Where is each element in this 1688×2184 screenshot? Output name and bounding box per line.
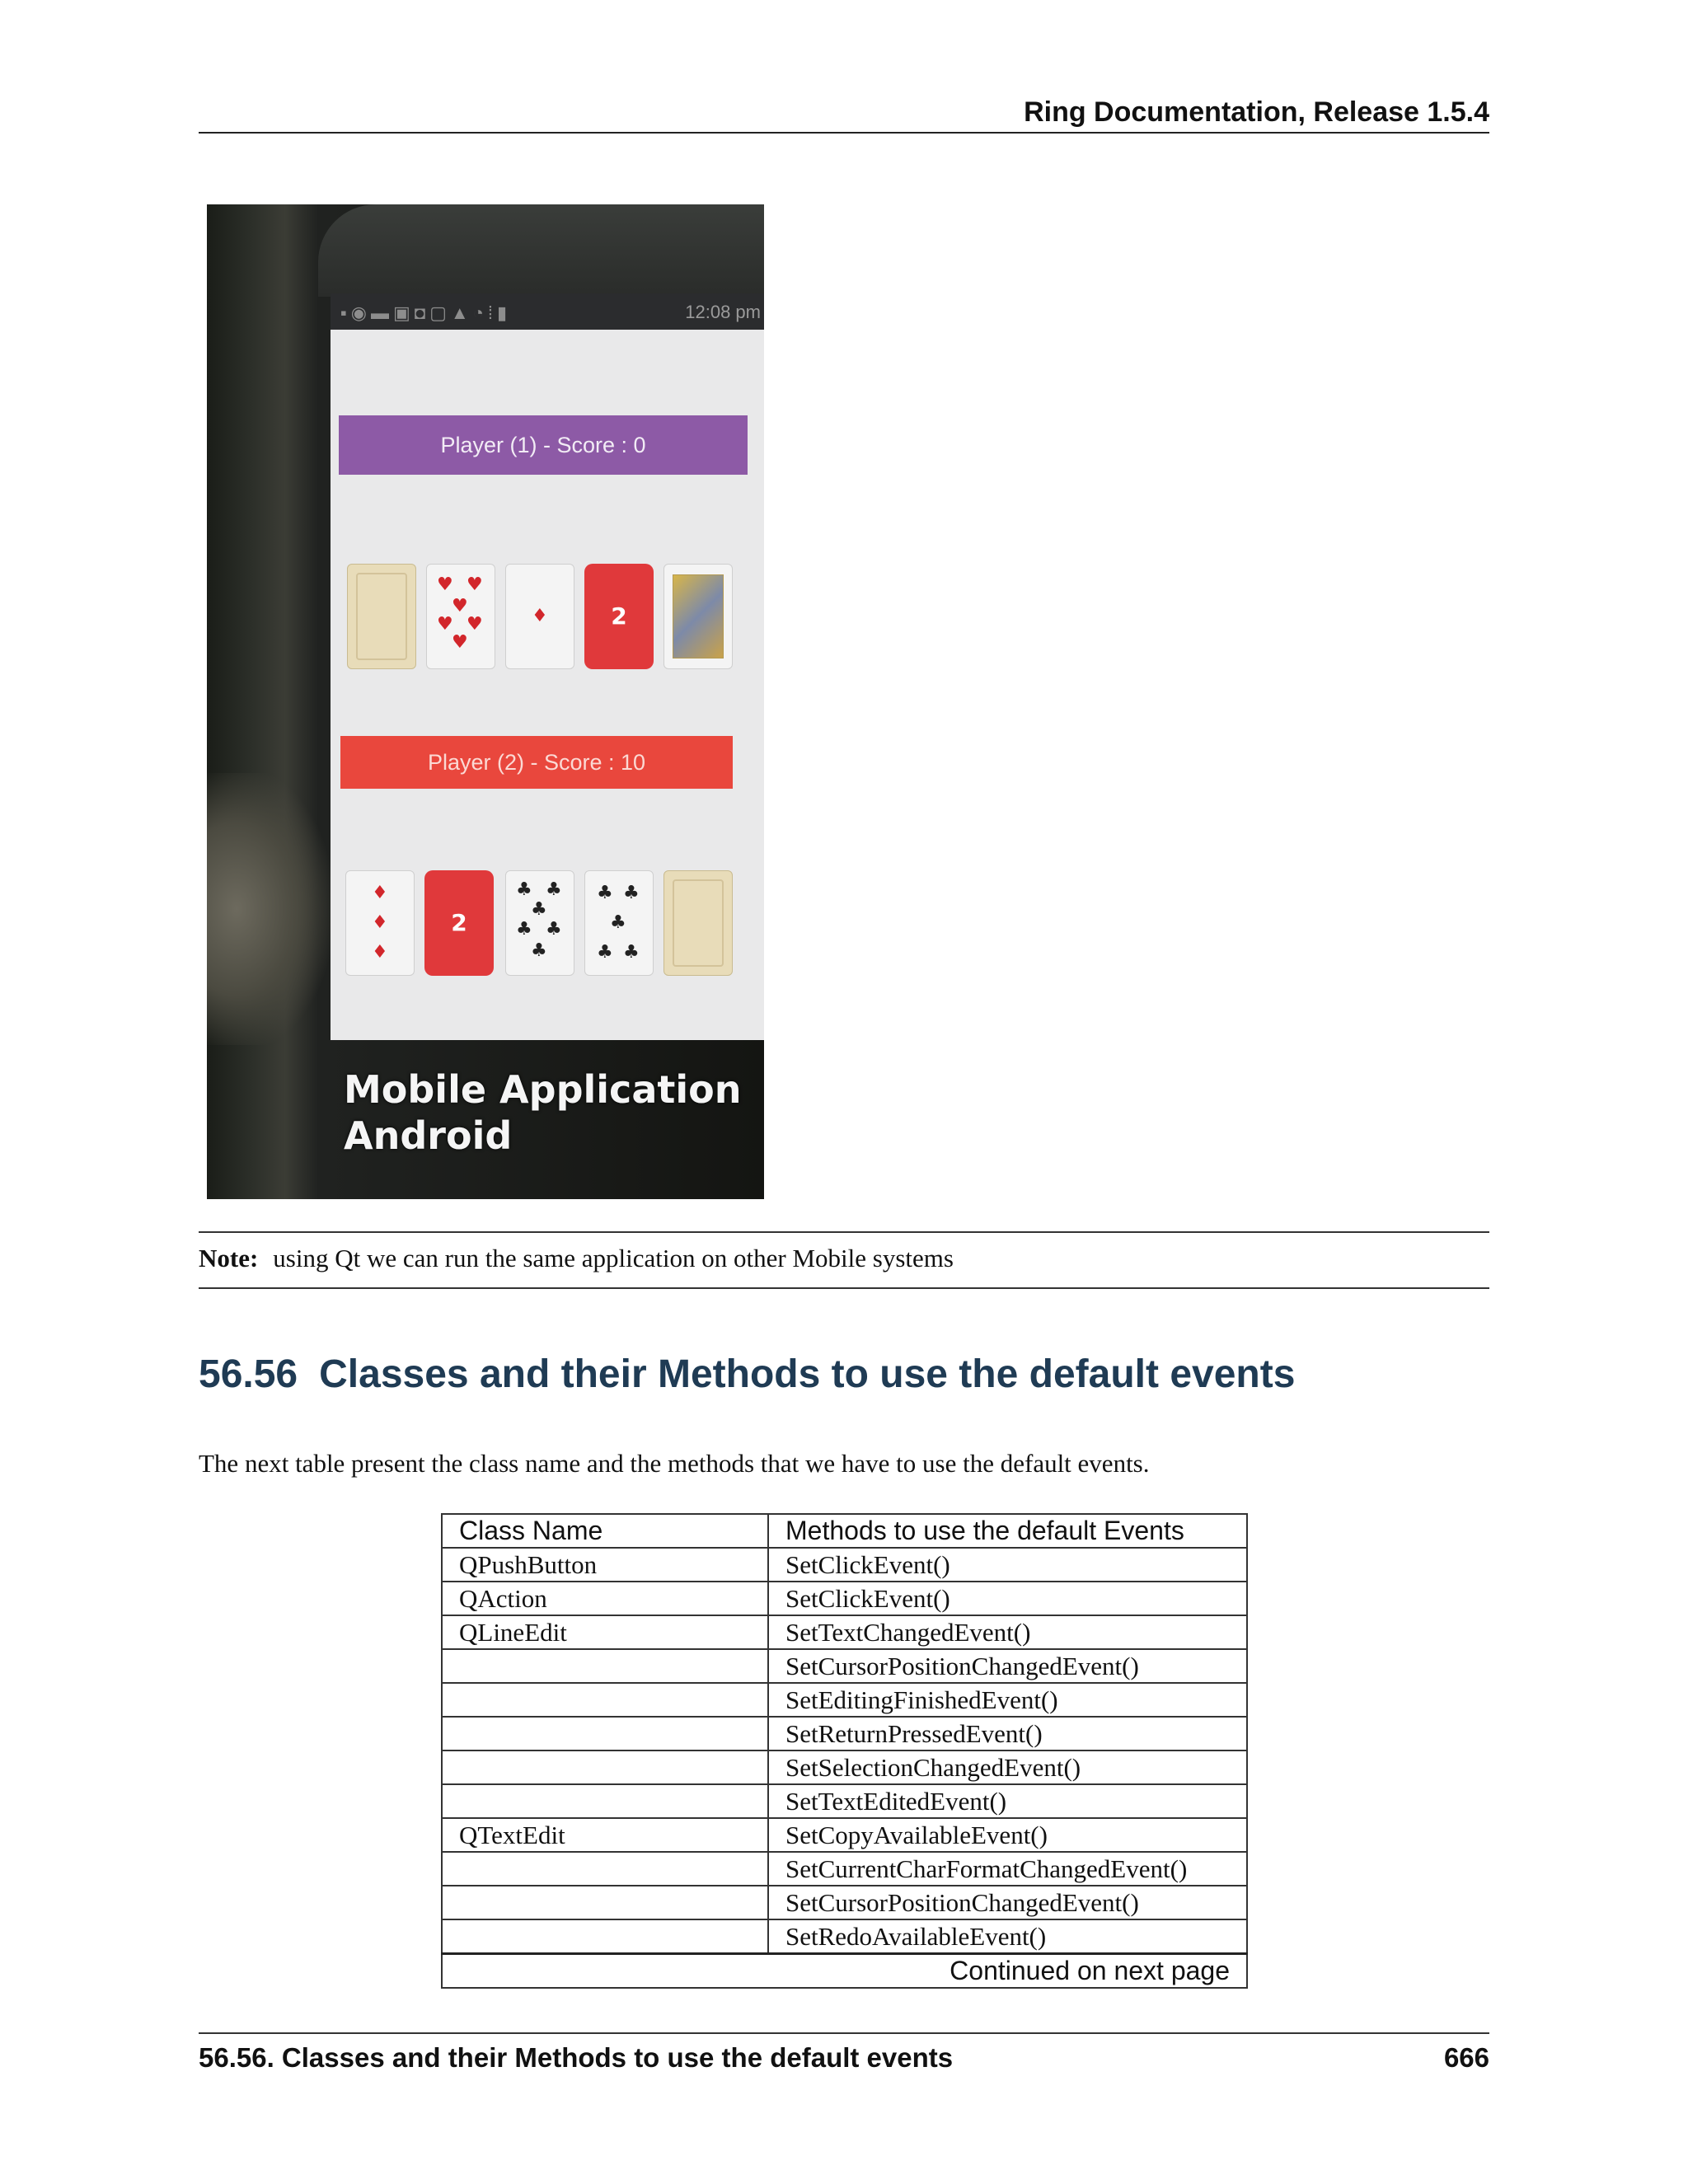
- method-cell: SetClickEvent(): [768, 1582, 1247, 1615]
- class-name-cell: [442, 1886, 768, 1919]
- method-cell: SetCursorPositionChangedEvent(): [768, 1886, 1247, 1919]
- method-cell: SetCopyAvailableEvent(): [768, 1818, 1247, 1852]
- continued-row: [442, 1954, 1247, 1989]
- table-row: [442, 1582, 1247, 1615]
- table-header-row: [442, 1514, 1247, 1548]
- method-cell: SetReturnPressedEvent(): [768, 1717, 1247, 1750]
- table-row: [442, 1818, 1247, 1852]
- method-cell: SetCursorPositionChangedEvent(): [768, 1649, 1247, 1683]
- player2-score-bar: Player (2) - Score : 10: [340, 736, 733, 789]
- continued-note: Continued on next page: [442, 1954, 1247, 1989]
- table-row: [442, 1919, 1247, 1954]
- phone-screen: [331, 293, 764, 1040]
- card-red-two: 2: [424, 870, 494, 976]
- table-row: [442, 1717, 1247, 1750]
- method-cell: SetTextEditedEvent(): [768, 1784, 1247, 1818]
- class-name-cell: [442, 1919, 768, 1954]
- table-row: [442, 1886, 1247, 1919]
- table-row: [442, 1548, 1247, 1582]
- class-name-cell: QAction: [442, 1582, 768, 1615]
- class-name-cell: QPushButton: [442, 1548, 768, 1582]
- class-name-cell: [442, 1683, 768, 1717]
- status-icons: ▪◉▬▣◘▢▲◔⁞▮: [340, 302, 512, 323]
- note-label: Note:: [199, 1244, 259, 1272]
- class-name-cell: [442, 1852, 768, 1886]
- class-name-cell: [442, 1649, 768, 1683]
- card-clubs: ♣ ♣ ♣ ♣ ♣: [584, 870, 654, 976]
- card-face: [663, 564, 733, 669]
- phone-bezel: [318, 204, 764, 297]
- class-name-cell: QLineEdit: [442, 1615, 768, 1649]
- card-clubs: ♣ ♣ ♣ ♣ ♣ ♣: [505, 870, 574, 976]
- card-back: [663, 870, 733, 976]
- intro-paragraph: The next table present the class name and the methods that we have to use the default events.: [199, 1449, 1150, 1478]
- class-name-cell: QTextEdit: [442, 1818, 768, 1852]
- caption-line-2: Android: [344, 1113, 513, 1158]
- card-ace-diamonds: ♦: [505, 564, 574, 669]
- status-bar: [331, 293, 764, 330]
- table-row: [442, 1649, 1247, 1683]
- page-number: 666: [1443, 2042, 1489, 2073]
- card-red-two: 2: [584, 564, 654, 669]
- column-header-class: Class Name: [442, 1514, 768, 1548]
- class-name-cell: [442, 1784, 768, 1818]
- note-box: [199, 1231, 1489, 1289]
- photo-caption: [344, 1066, 741, 1159]
- screenshot-photo: [207, 204, 764, 1199]
- running-header: Ring Documentation, Release 1.5.4: [199, 92, 1489, 134]
- section-number: 56.56: [199, 1352, 298, 1396]
- column-header-methods: Methods to use the default Events: [768, 1514, 1247, 1548]
- table-row: [442, 1750, 1247, 1784]
- section-title: Classes and their Methods to use the default events: [319, 1352, 1296, 1396]
- table-row: [442, 1852, 1247, 1886]
- method-cell: SetClickEvent(): [768, 1548, 1247, 1582]
- thumb-shadow: [207, 773, 331, 1045]
- section-heading: [199, 1352, 1295, 1397]
- table-row: [442, 1683, 1247, 1717]
- player1-score-bar: Player (1) - Score : 0: [339, 415, 748, 475]
- status-time: 12:08 pm: [685, 302, 761, 322]
- card-back: [347, 564, 416, 669]
- table-row: [442, 1784, 1247, 1818]
- events-table: [441, 1513, 1248, 1989]
- method-cell: SetRedoAvailableEvent(): [768, 1919, 1247, 1954]
- method-cell: SetTextChangedEvent(): [768, 1615, 1247, 1649]
- method-cell: SetSelectionChangedEvent(): [768, 1750, 1247, 1784]
- table-row: [442, 1615, 1247, 1649]
- method-cell: SetEditingFinishedEvent(): [768, 1683, 1247, 1717]
- card-hearts: ♥ ♥ ♥ ♥ ♥ ♥: [426, 564, 495, 669]
- page-footer: [199, 2032, 1489, 2077]
- card-diamonds: ♦ ♦ ♦: [345, 870, 415, 976]
- face-card-art: [673, 574, 724, 658]
- class-name-cell: [442, 1717, 768, 1750]
- caption-line-1: Mobile Application: [344, 1067, 742, 1112]
- note-text: using Qt we can run the same application on other Mobile systems: [273, 1244, 954, 1272]
- method-cell: SetCurrentCharFormatChangedEvent(): [768, 1852, 1247, 1886]
- footer-section: 56.56. Classes and their Methods to use the default events: [199, 2042, 954, 2073]
- class-name-cell: [442, 1750, 768, 1784]
